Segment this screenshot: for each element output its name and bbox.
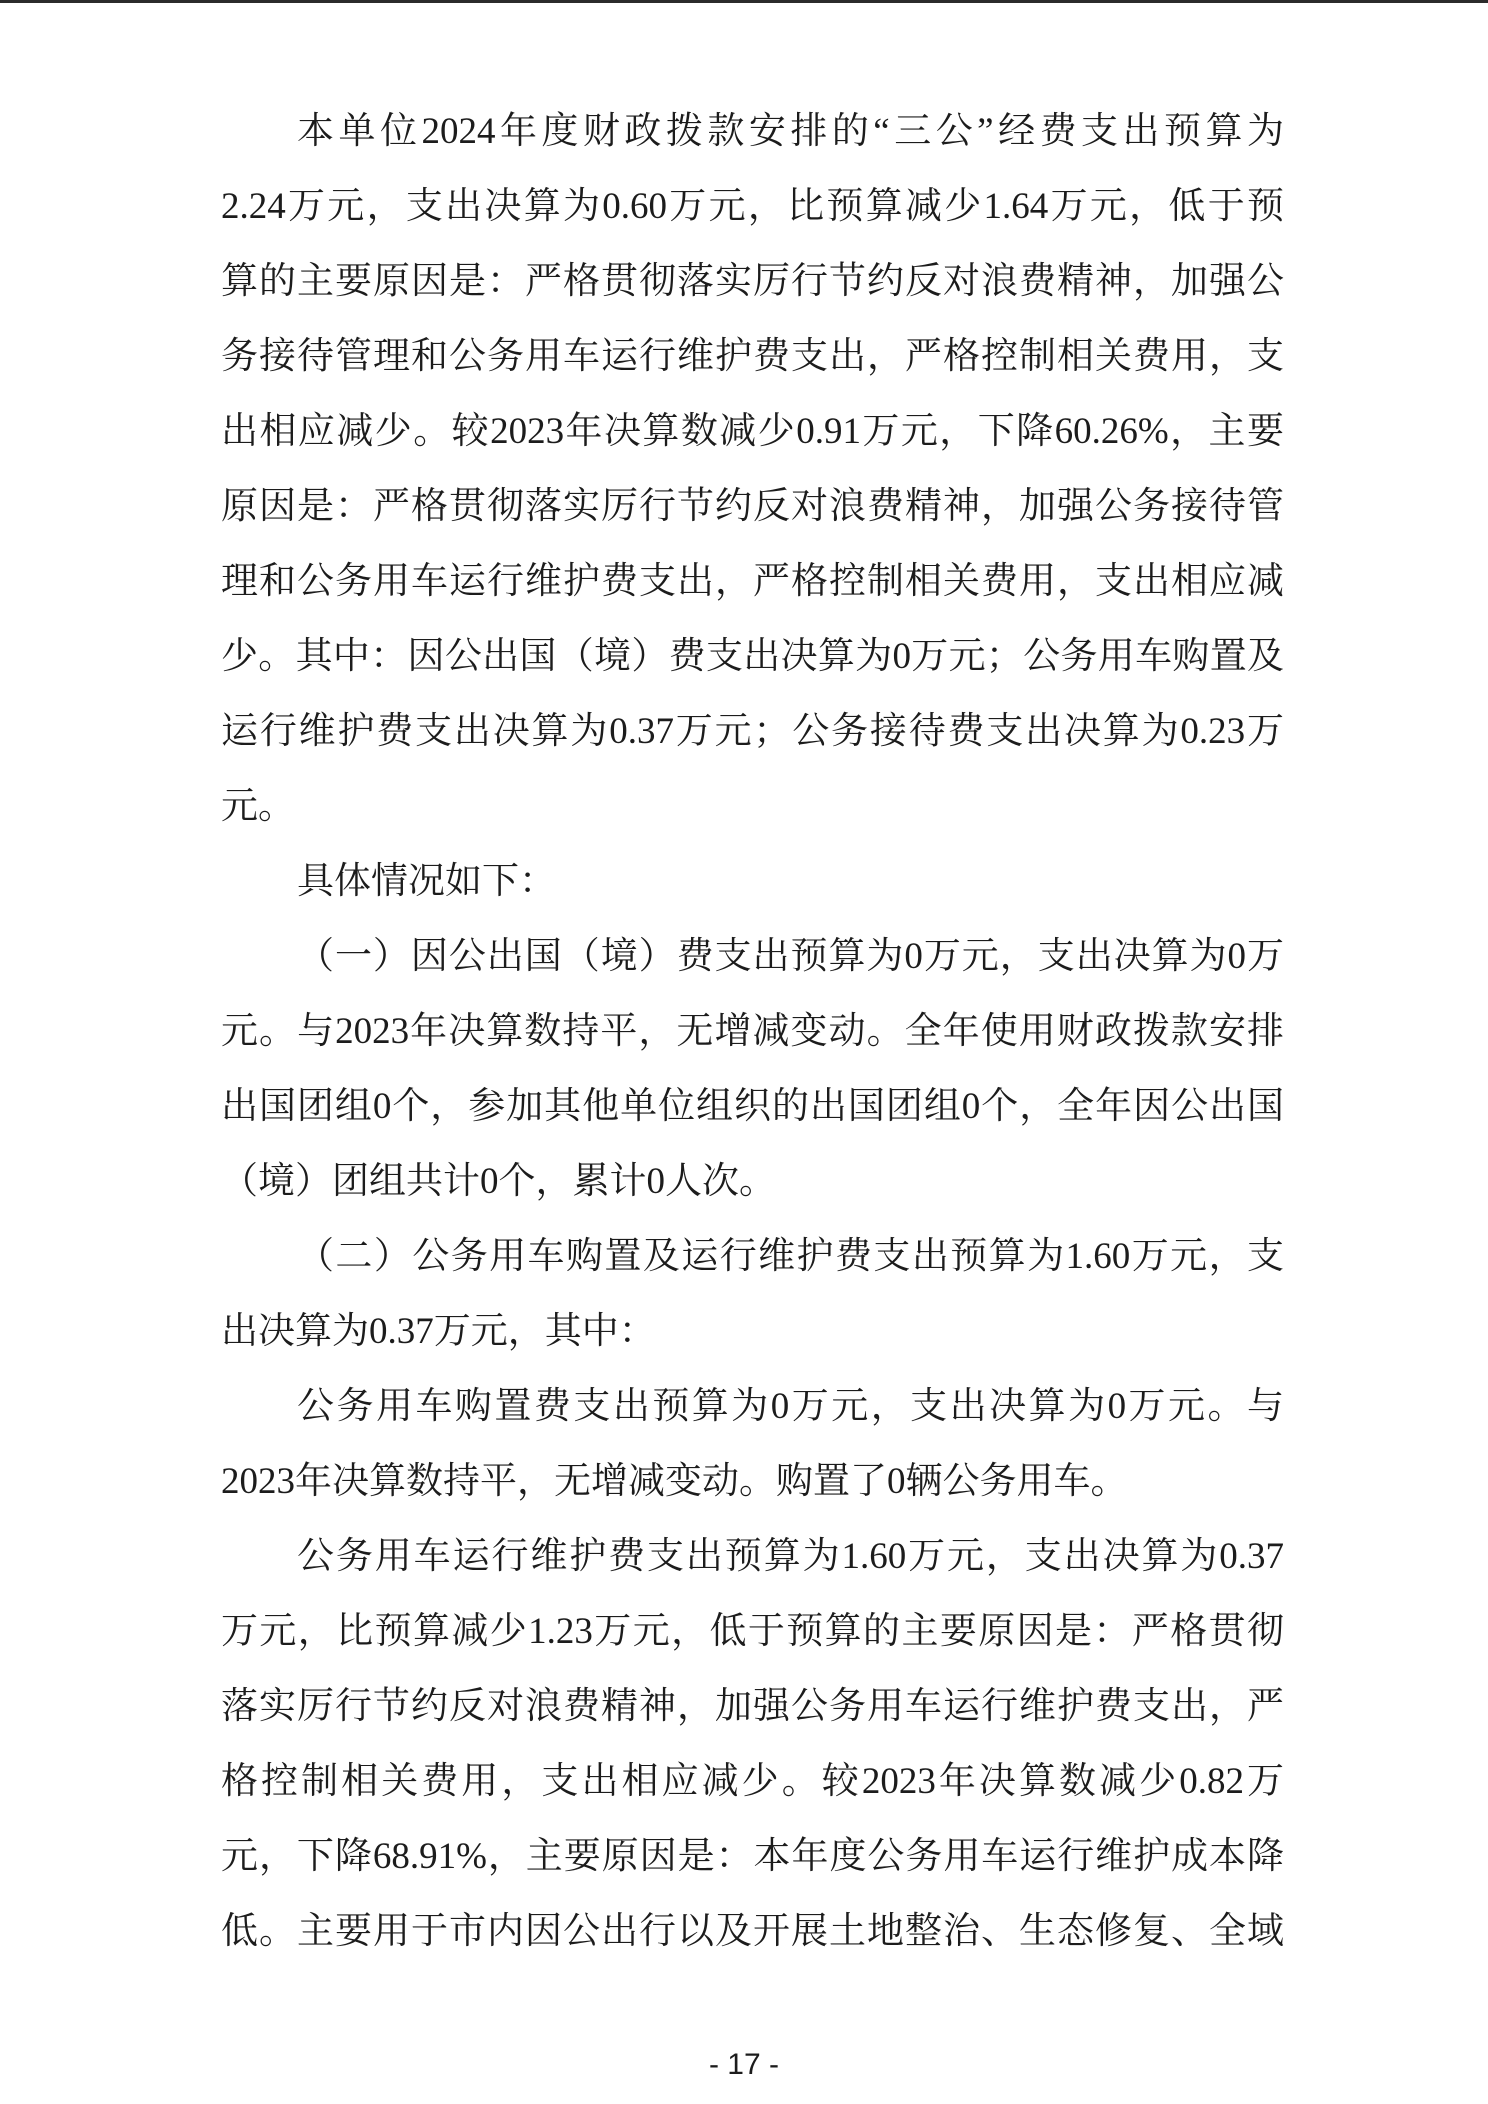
- text-line: 本单位2024年度财政拨款安排的“三公”经费支出预算为: [297, 111, 1284, 152]
- text-line: 元。: [221, 786, 295, 827]
- text-line: （一）因公出国（境）费支出预算为0万元，支出决算为0万: [297, 936, 1284, 977]
- paragraph-vehicle-purchase: [221, 1369, 1284, 1519]
- text-line: 具体情况如下：: [297, 861, 556, 902]
- text-line: 原因是：严格贯彻落实厉行节约反对浪费精神，加强公务接待管: [221, 486, 1284, 527]
- text-line: （二）公务用车购置及运行维护费支出预算为1.60万元，支: [297, 1236, 1284, 1277]
- text-line: 2.24万元，支出决算为0.60万元，比预算减少1.64万元，低于预: [221, 186, 1284, 227]
- page-number: - 17 -: [708, 2048, 780, 2081]
- text-line: 公务用车购置费支出预算为0万元，支出决算为0万元。与: [297, 1386, 1284, 1427]
- text-line: 元，下降68.91%，主要原因是：本年度公务用车运行维护成本降: [221, 1836, 1284, 1877]
- text-line: 出相应减少。较2023年决算数减少0.91万元，下降60.26%，主要: [221, 411, 1284, 452]
- paragraph-budget-summary: [221, 94, 1284, 844]
- document-body: [221, 94, 1284, 1969]
- text-line: 万元，比预算减少1.23万元，低于预算的主要原因是：严格贯彻: [221, 1611, 1284, 1652]
- text-line: 格控制相关费用，支出相应减少。较2023年决算数减少0.82万: [221, 1761, 1284, 1802]
- text-line: 低。主要用于市内因公出行以及开展土地整治、生态修复、全域: [221, 1911, 1284, 1952]
- text-line: 出国团组0个，参加其他单位组织的出国团组0个，全年因公出国: [221, 1086, 1284, 1127]
- text-line: 元。与2023年决算数持平，无增减变动。全年使用财政拨款安排: [221, 1011, 1284, 1052]
- text-line: （境）团组共计0个，累计0人次。: [221, 1161, 776, 1202]
- text-line: 2023年决算数持平，无增减变动。购置了0辆公务用车。: [221, 1461, 1128, 1502]
- text-line: 运行维护费支出决算为0.37万元；公务接待费支出决算为0.23万: [221, 711, 1284, 752]
- text-line: 务接待管理和公务用车运行维护费支出，严格控制相关费用，支: [221, 336, 1284, 377]
- text-line: 理和公务用车运行维护费支出，严格控制相关费用，支出相应减: [221, 561, 1284, 602]
- paragraph-vehicle-expenses: [221, 1219, 1284, 1369]
- paragraph-overseas-travel: [221, 919, 1284, 1219]
- text-line: 公务用车运行维护费支出预算为1.60万元，支出决算为0.37: [297, 1536, 1284, 1577]
- text-line: 出决算为0.37万元，其中：: [221, 1311, 656, 1352]
- text-line: 算的主要原因是：严格贯彻落实厉行节约反对浪费精神，加强公: [221, 261, 1284, 302]
- paragraph-details-intro: [221, 844, 1284, 919]
- paragraph-vehicle-maintenance: [221, 1519, 1284, 1969]
- text-line: 落实厉行节约反对浪费精神，加强公务用车运行维护费支出，严: [221, 1686, 1284, 1727]
- text-line: 少。其中：因公出国（境）费支出决算为0万元；公务用车购置及: [221, 636, 1284, 677]
